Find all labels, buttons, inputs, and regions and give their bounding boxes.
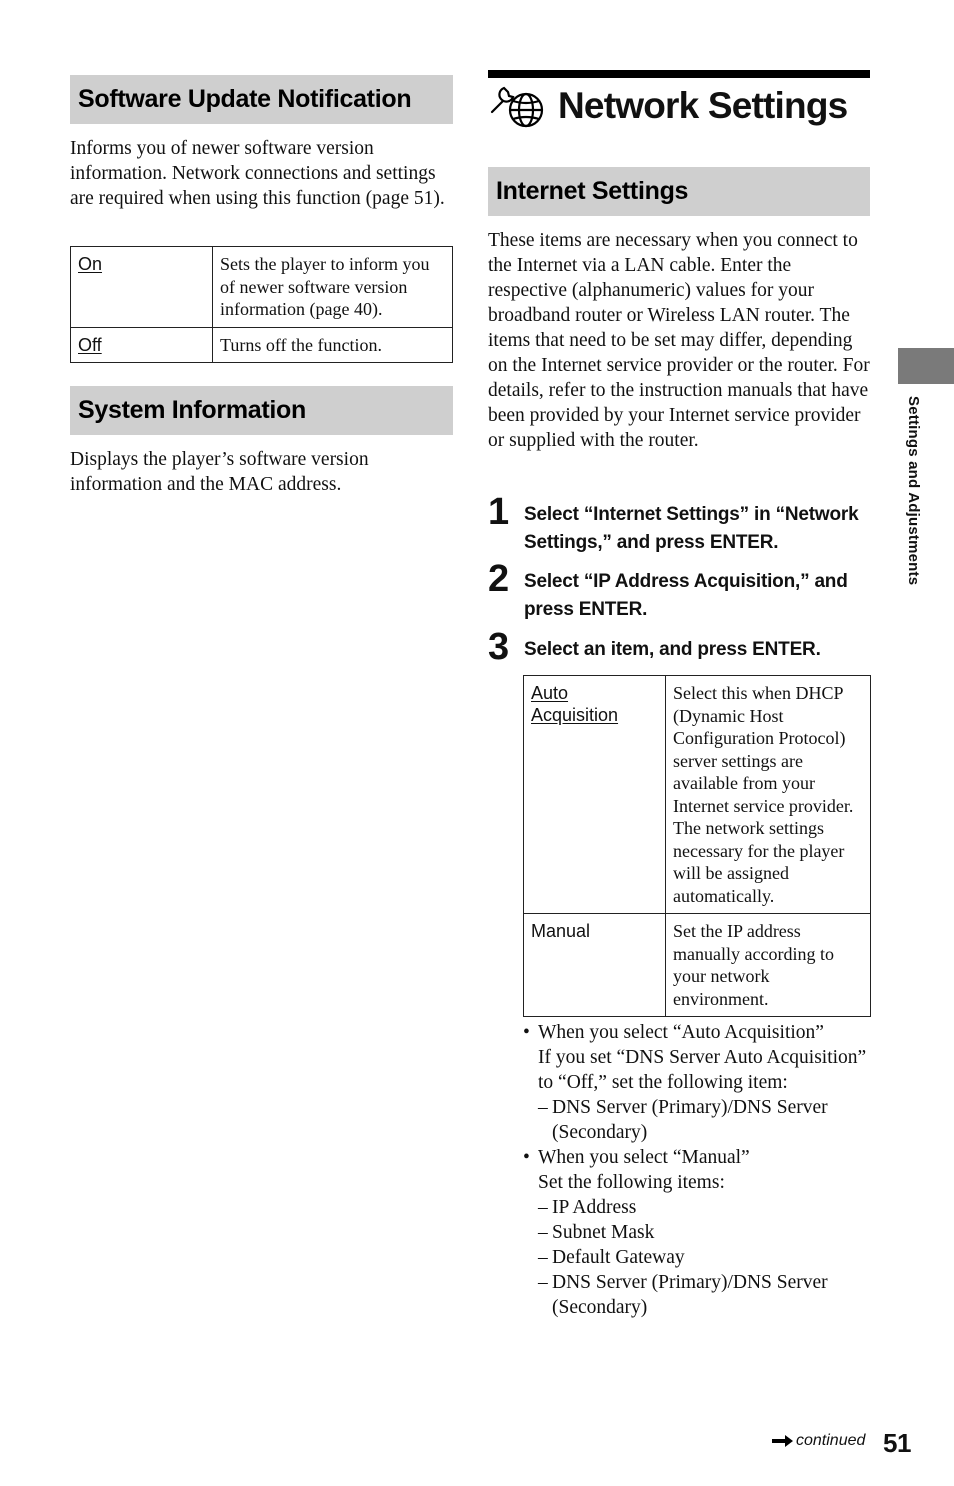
internet-settings-intro: These items are necessary when you connect to the Internet via a LAN cable. Enter the respective (alphanumeric) values for your broadband router or Wireless LAN router. The items that need to be set may differ, depending on the Internet service provider or the router. For details, refer to the instruction manuals that have been provided by your Internet service provider or supplied with the router. — [488, 230, 870, 451]
network-settings-icon — [488, 82, 548, 130]
system-information-intro: Displays the player’s software version information and the MAC address. — [70, 449, 369, 495]
continued-label: continued — [796, 1432, 866, 1449]
software-update-intro: Informs you of newer software version information. Network connections and settings are required when using this function (page 51). — [70, 138, 445, 209]
table-row — [524, 914, 871, 1017]
option-key: Auto Acquisition — [524, 676, 666, 914]
internet-settings-heading: Internet Settings — [488, 167, 870, 216]
step-text: Select “Internet Settings” in “Network Settings,” and press ENTER. — [524, 504, 859, 553]
page-title: Network Settings — [558, 85, 848, 126]
title-rule — [488, 70, 870, 78]
table-row — [71, 327, 453, 363]
option-desc: Sets the player to inform you of newer software version information (page 40). — [213, 247, 453, 328]
list-item: DNS Server (Primary)/DNS Server (Secondary) — [552, 1097, 828, 1143]
notes: • When you select “Auto Acquisition” If you set “DNS Server Auto Acquisition” to “Off,” set the following item: – DNS Server (Primary)/DNS Server (Secondary) • When you select “Manual” Set the following items: – IP Address – Subnet Mask – Default Gateway – DNS Server (Primary)/DNS Server (Secondary) — [523, 1020, 873, 1320]
step-text: Select “IP Address Acquisition,” and press ENTER. — [524, 571, 848, 620]
option-key: On — [71, 247, 213, 328]
step-number: 2 — [488, 558, 510, 600]
note-bullet: When you select “Manual” — [538, 1147, 750, 1168]
system-information-heading: System Information — [70, 386, 453, 435]
list-item: DNS Server (Primary)/DNS Server (Secondary) — [552, 1272, 828, 1318]
table-row — [71, 247, 453, 328]
note-text: Set the following items: — [538, 1172, 725, 1193]
section-side-tab — [898, 348, 954, 384]
software-update-options-table — [70, 246, 453, 363]
option-key: Manual — [524, 914, 666, 1017]
step-text: Select an item, and press ENTER. — [524, 639, 821, 660]
step-number: 3 — [488, 626, 510, 668]
option-desc: Select this when DHCP (Dynamic Host Configuration Protocol) server settings are available from your Internet service provider. The network settings necessary for the player will be assigned automatically. — [666, 676, 871, 914]
option-desc: Set the IP address manually according to your network environment. — [666, 914, 871, 1017]
arrow-right-icon — [772, 1434, 794, 1448]
list-item: Default Gateway — [552, 1247, 685, 1268]
step-number: 1 — [488, 491, 510, 533]
page-number: 51 — [883, 1428, 911, 1458]
software-update-heading: Software Update Notification — [70, 75, 453, 124]
option-desc: Turns off the function. — [213, 327, 453, 363]
note-text: If you set “DNS Server Auto Acquisition” to “Off,” set the following item: — [538, 1047, 867, 1093]
option-key: Off — [71, 327, 213, 363]
table-row — [524, 676, 871, 914]
section-side-label: Settings and Adjustments — [905, 396, 922, 586]
list-item: Subnet Mask — [552, 1222, 655, 1243]
ip-acquisition-options-table — [523, 675, 871, 1017]
list-item: IP Address — [552, 1197, 637, 1218]
note-bullet: When you select “Auto Acquisition” — [538, 1022, 824, 1043]
